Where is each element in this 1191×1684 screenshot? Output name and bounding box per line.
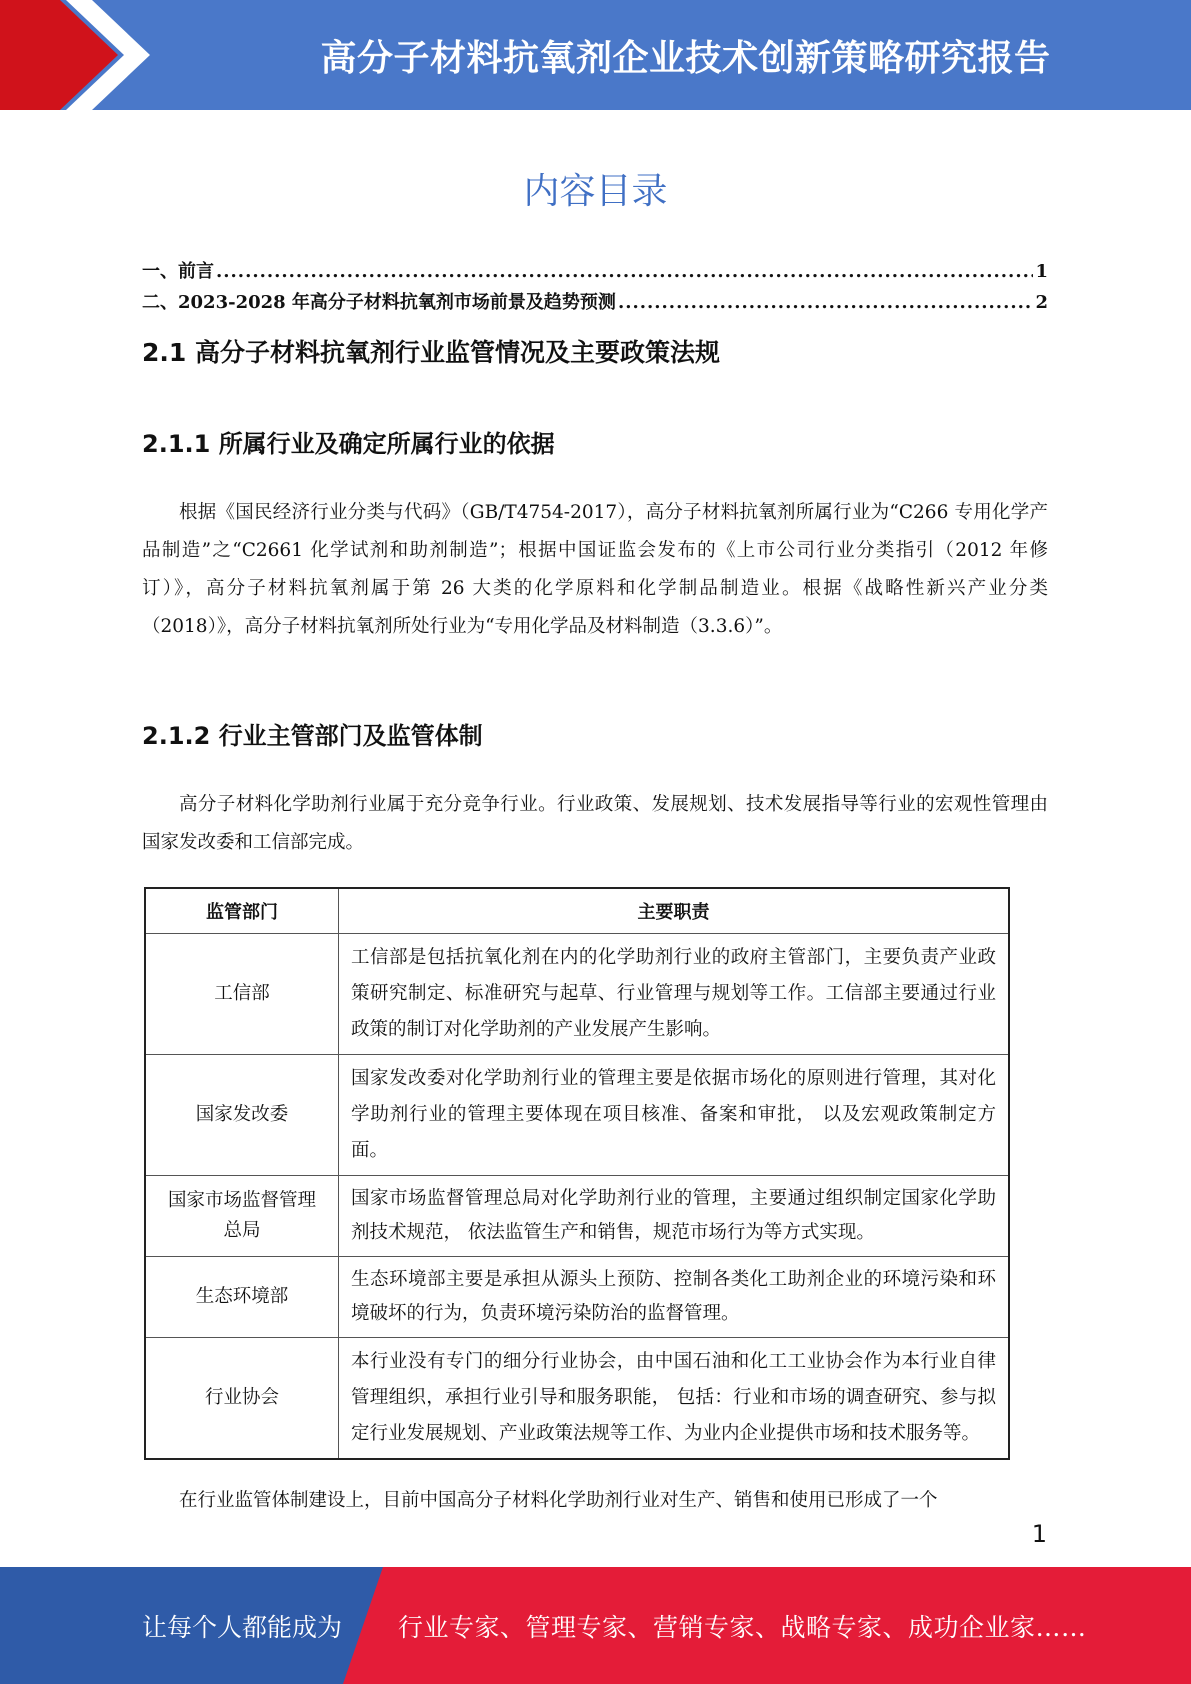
table-row xyxy=(145,1338,1009,1460)
table-header-dept: 监管部门 xyxy=(145,888,339,934)
table-cell-dept: 行业协会 xyxy=(145,1338,339,1460)
toc-entry-page: 2 xyxy=(1035,292,1048,313)
table-cell-dept: 工信部 xyxy=(145,934,339,1055)
table-cell-duty: 工信部是包括抗氧化剂在内的化学助剂行业的政府主管部门，主要负责产业政策研究制定、标准研究与起草、行业管理与规划等工作。工信部主要通过行业政策的制订对化学助剂的产业发展产生影响。 xyxy=(339,934,1010,1055)
footer-slogan-right: 行业专家、管理专家、营销专家、战略专家、成功企业家…… xyxy=(398,1612,1087,1642)
body-paragraph: 高分子材料化学助剂行业属于充分竞争行业。行业政策、发展规划、技术发展指导等行业的宏观性管理由国家发改委和工信部完成。 xyxy=(142,794,1048,853)
table-row xyxy=(145,1055,1009,1176)
header-banner xyxy=(0,0,1191,110)
header-title: 高分子材料抗氧剂企业技术创新策略研究报告 xyxy=(320,37,1051,79)
table-cell-duty: 本行业没有专门的细分行业协会，由中国石油和化工工业协会作为本行业自律管理组织，承担行业引导和服务职能， 包括：行业和市场的调查研究、参与拟定行业发展规划、产业政策法规等工作、为业内企业提供市场和技术服务等。 xyxy=(339,1338,1010,1460)
table-cell-duty: 生态环境部主要是承担从源头上预防、控制各类化工助剂企业的环境污染和环境破坏的行为，负责环境污染防治的监督管理。 xyxy=(339,1257,1010,1338)
toc-leader-dots xyxy=(216,261,1033,282)
page-number: 1 xyxy=(1031,1520,1047,1548)
toc-entry-label: 二、2023-2028 年高分子材料抗氧剂市场前景及趋势预测 xyxy=(142,292,616,313)
body-paragraph: 根据《国民经济行业分类与代码》（GB/T4754-2017），高分子材料抗氧剂所属行业为“C266 专用化学产品制造”之“C2661 化学试剂和助剂制造”；根据中国证监会发布的《上市公司行业分类指引（2012 年修订）》，高分子材料抗氧剂属于第 26 大类的化学原料和化学制品制造业。根据《战略性新兴产业分类（2018）》，高分子材料抗氧剂所处行业为“专用化学品及材料制造（3.3.6）”。 xyxy=(142,502,1048,637)
table-row xyxy=(145,1176,1009,1257)
table-cell-duty: 国家市场监督管理总局对化学助剂行业的管理，主要通过组织制定国家化学助剂技术规范， 依法监管生产和销售，规范市场行为等方式实现。 xyxy=(339,1176,1010,1257)
toc-entry[interactable] xyxy=(142,257,1048,283)
section-heading-2-1-2: 2.1.2 行业主管部门及监管体制 xyxy=(142,722,483,750)
table-cell-dept: 国家市场监督管理总局 xyxy=(145,1176,339,1257)
toc-title: 内容目录 xyxy=(523,171,668,212)
table-cell-dept: 国家发改委 xyxy=(145,1055,339,1176)
table-row xyxy=(145,934,1009,1055)
section-heading-2-1-1: 2.1.1 所属行业及确定所属行业的依据 xyxy=(142,430,555,458)
footer-banner xyxy=(0,1567,1191,1684)
toc-leader-dots xyxy=(618,292,1034,313)
regulator-table xyxy=(144,887,1010,1460)
table-header-duty: 主要职责 xyxy=(339,888,1010,934)
table-cell-dept: 生态环境部 xyxy=(145,1257,339,1338)
footer-slogan-left: 让每个人都能成为 xyxy=(142,1612,343,1642)
section-heading-2-1: 2.1 高分子材料抗氧剂行业监管情况及主要政策法规 xyxy=(142,338,720,367)
toc-entry[interactable] xyxy=(142,288,1048,314)
table-header-row xyxy=(145,888,1009,934)
toc-entry-label: 一、前言 xyxy=(142,261,214,282)
toc-entry-page: 1 xyxy=(1035,261,1048,282)
table-cell-duty: 国家发改委对化学助剂行业的管理主要是依据市场化的原则进行管理，其对化学助剂行业的管理主要体现在项目核准、备案和审批， 以及宏观政策制定方面。 xyxy=(339,1055,1010,1176)
body-paragraph-continued: 在行业监管体制建设上，目前中国高分子材料化学助剂行业对生产、销售和使用已形成了一个 xyxy=(179,1490,938,1511)
table-row xyxy=(145,1257,1009,1338)
